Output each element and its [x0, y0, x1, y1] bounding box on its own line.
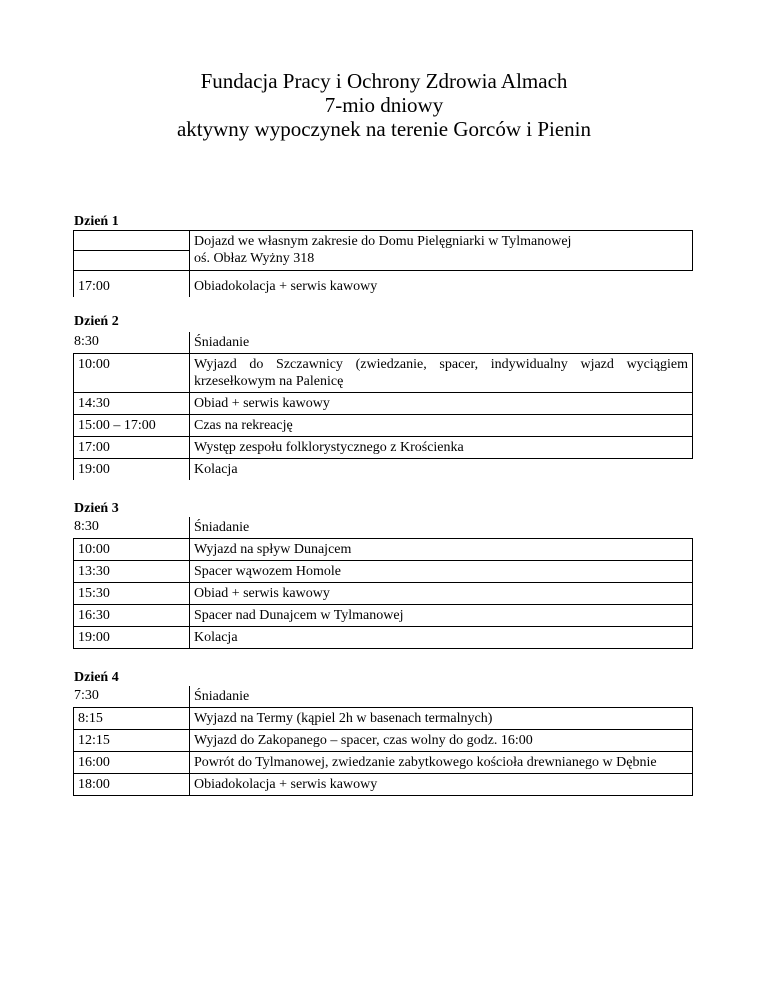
- activity-cell: Obiadokolacja + serwis kawowy: [190, 774, 693, 796]
- day-4-first-time: 7:30: [74, 688, 99, 703]
- day-3-first-time: 8:30: [74, 519, 99, 534]
- time-cell: 12:15: [74, 730, 190, 752]
- day-2-first-time: 8:30: [74, 334, 99, 349]
- table-row: [74, 539, 693, 561]
- activity-cell: Kolacja: [190, 627, 693, 649]
- table-row: [74, 605, 693, 627]
- day-4-label: Dzień 4: [74, 670, 119, 685]
- table-row: [74, 583, 693, 605]
- activity-cell: Czas na rekreację: [190, 415, 693, 437]
- table-row: [74, 730, 693, 752]
- time-cell: 17:00: [74, 437, 190, 459]
- time-cell: 13:30: [74, 561, 190, 583]
- table-row: [74, 561, 693, 583]
- activity-cell: Powrót do Tylmanowej, zwiedzanie zabytkowego kościoła drewnianego w Dębnie: [190, 752, 693, 774]
- activity-address: oś. Obłaz Wyżny 318: [194, 251, 315, 266]
- time-cell: 8:15: [74, 708, 190, 730]
- time-cell: 19:00: [74, 459, 190, 481]
- time-cell: 10:00: [74, 539, 190, 561]
- activity-cell: [190, 231, 693, 271]
- activity-cell: Obiad + serwis kawowy: [190, 393, 693, 415]
- table-row: [74, 627, 693, 649]
- activity-cell: Spacer nad Dunajcem w Tylmanowej: [190, 605, 693, 627]
- activity-cell: Śniadanie: [190, 686, 693, 708]
- table-row: [74, 437, 693, 459]
- table-row: [74, 332, 693, 354]
- table-row: [74, 231, 693, 271]
- title-line-duration: 7-mio dniowy: [324, 93, 444, 117]
- activity-cell: Obiad + serwis kawowy: [190, 583, 693, 605]
- title-line-organization: Fundacja Pracy i Ochrony Zdrowia Almach: [200, 69, 568, 93]
- time-cell: 15:00 – 17:00: [74, 415, 190, 437]
- table-row: [74, 459, 693, 481]
- table-row: [74, 752, 693, 774]
- day-1-label: Dzień 1: [74, 214, 119, 229]
- time-cell: 17:00: [74, 271, 190, 298]
- table-row: [74, 708, 693, 730]
- table-row: [74, 271, 693, 298]
- title-line-description: aktywny wypoczynek na terenie Gorców i Pienin: [176, 117, 592, 141]
- time-cell: [74, 686, 190, 708]
- activity-cell: Spacer wąwozem Homole: [190, 561, 693, 583]
- time-cell: [74, 517, 190, 539]
- table-row: [74, 393, 693, 415]
- table-row: [74, 517, 693, 539]
- day-3-schedule: [73, 517, 693, 649]
- time-cell: 14:30: [74, 393, 190, 415]
- time-cell: 15:30: [74, 583, 190, 605]
- day-2-label: Dzień 2: [74, 314, 119, 329]
- activity-cell: Śniadanie: [190, 332, 693, 354]
- table-row: [74, 774, 693, 796]
- time-cell: 18:00: [74, 774, 190, 796]
- table-row: [74, 686, 693, 708]
- activity-cell: Wyjazd na Termy (kąpiel 2h w basenach termalnych): [190, 708, 693, 730]
- time-cell: 16:00: [74, 752, 190, 774]
- document-title: [0, 69, 768, 141]
- activity-cell: Wyjazd do Szczawnicy (zwiedzanie, spacer, indywidualny wjazd wyciągiem krzesełkowym na Palenicę: [190, 354, 693, 393]
- day-3-label: Dzień 3: [74, 501, 119, 516]
- activity-cell: Śniadanie: [190, 517, 693, 539]
- time-cell: 10:00: [74, 354, 190, 393]
- activity-cell: Obiadokolacja + serwis kawowy: [190, 271, 693, 298]
- time-cell-bottom: [74, 250, 189, 270]
- day-4-schedule: [73, 686, 693, 796]
- time-cell-top: [74, 231, 189, 250]
- activity-cell: Kolacja: [190, 459, 693, 481]
- table-row: [74, 415, 693, 437]
- activity-text: Dojazd we własnym zakresie do Domu Pielęgniarki w Tylmanowej: [194, 234, 572, 249]
- day-2-schedule: [73, 332, 693, 480]
- time-cell: [74, 332, 190, 354]
- time-cell: [74, 231, 190, 271]
- table-row: [74, 354, 693, 393]
- activity-cell: Występ zespołu folklorystycznego z Krościenka: [190, 437, 693, 459]
- activity-cell: Wyjazd na spływ Dunajcem: [190, 539, 693, 561]
- time-cell: 16:30: [74, 605, 190, 627]
- day-1-schedule: [73, 230, 693, 297]
- time-cell: 19:00: [74, 627, 190, 649]
- activity-cell: Wyjazd do Zakopanego – spacer, czas wolny do godz. 16:00: [190, 730, 693, 752]
